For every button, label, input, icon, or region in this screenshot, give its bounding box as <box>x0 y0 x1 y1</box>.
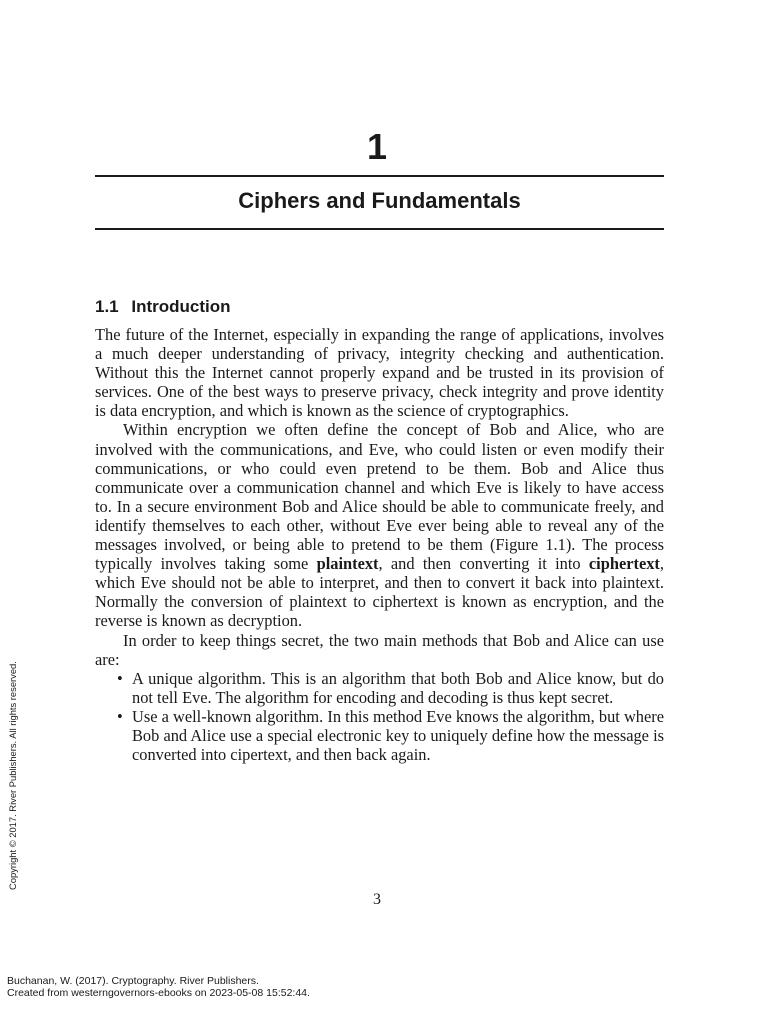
paragraph-2-text-c: , which Eve should not be able to interpret, and then to convert it back into plaintext. Normally the conversion of plaintext to ciphertext is known as encryption, and the reverse is known as decryption. <box>95 554 664 631</box>
term-plaintext: plaintext <box>316 554 379 574</box>
section-number: 1.1 <box>95 297 119 316</box>
chapter-bottom-rule <box>95 228 664 230</box>
bullet-icon: • <box>117 706 123 726</box>
bullet-icon: • <box>117 668 123 688</box>
paragraph-2-text-a: Within encryption we often define the concept of Bob and Alice, who are involved with the communications, and Eve, who could listen or even modify their communications, or who could even pretend to be them. Bob and Alice thus communicate over a communication channel and which Eve is likely to have access to. In a secure environment Bob and Alice should be able to communicate freely, and identify themselves to each other, without Eve ever being able to reveal any of the messages involved, or being able to pretend to be them (Figure 1.1). The process typically involves taking some <box>95 420 664 574</box>
term-ciphertext: ciphertext <box>588 554 660 574</box>
paragraph-2-text-b: , and then converting it into <box>378 554 589 574</box>
chapter-top-rule <box>95 175 664 177</box>
chapter-number: 1 <box>366 126 388 167</box>
paragraph-3: In order to keep things secret, the two main methods that Bob and Alice can use are: <box>95 630 664 669</box>
copyright-notice: Copyright © 2017. River Publishers. All rights reserved. <box>7 661 18 890</box>
footer <box>7 975 310 999</box>
section-title: Introduction <box>131 297 231 316</box>
footer-citation: Buchanan, W. (2017). Cryptography. River Publishers. <box>7 975 259 987</box>
list-item <box>117 707 664 764</box>
section-heading <box>95 295 231 319</box>
page-number: 3 <box>373 891 381 908</box>
body-text <box>95 325 664 764</box>
footer-created: Created from westerngovernors-ebooks on 2023-05-08 15:52:44. <box>7 987 310 999</box>
list-item-text: Use a well-known algorithm. In this method Eve knows the algorithm, but where Bob and Alice use a special electronic key to uniquely define how the message is converted into cipertext, and then back again. <box>132 706 664 765</box>
list-item-text: A unique algorithm. This is an algorithm that both Bob and Alice know, but do not tell Eve. The algorithm for encoding and decoding is thus kept secret. <box>132 668 664 707</box>
paragraph-1: The future of the Internet, especially in expanding the range of applications, involves a much deeper understanding of privacy, integrity checking and authentication. Without this the Internet cannot properly expand and be trusted in its provision of services. One of the best ways to preserve privacy, check integrity and prove identity is data encryption, and which is known as the science of cryptographics. <box>95 325 664 421</box>
list-item <box>117 669 664 707</box>
chapter-title: Ciphers and Fundamentals <box>238 188 521 213</box>
paragraph-2 <box>95 420 664 630</box>
methods-list <box>95 669 664 764</box>
